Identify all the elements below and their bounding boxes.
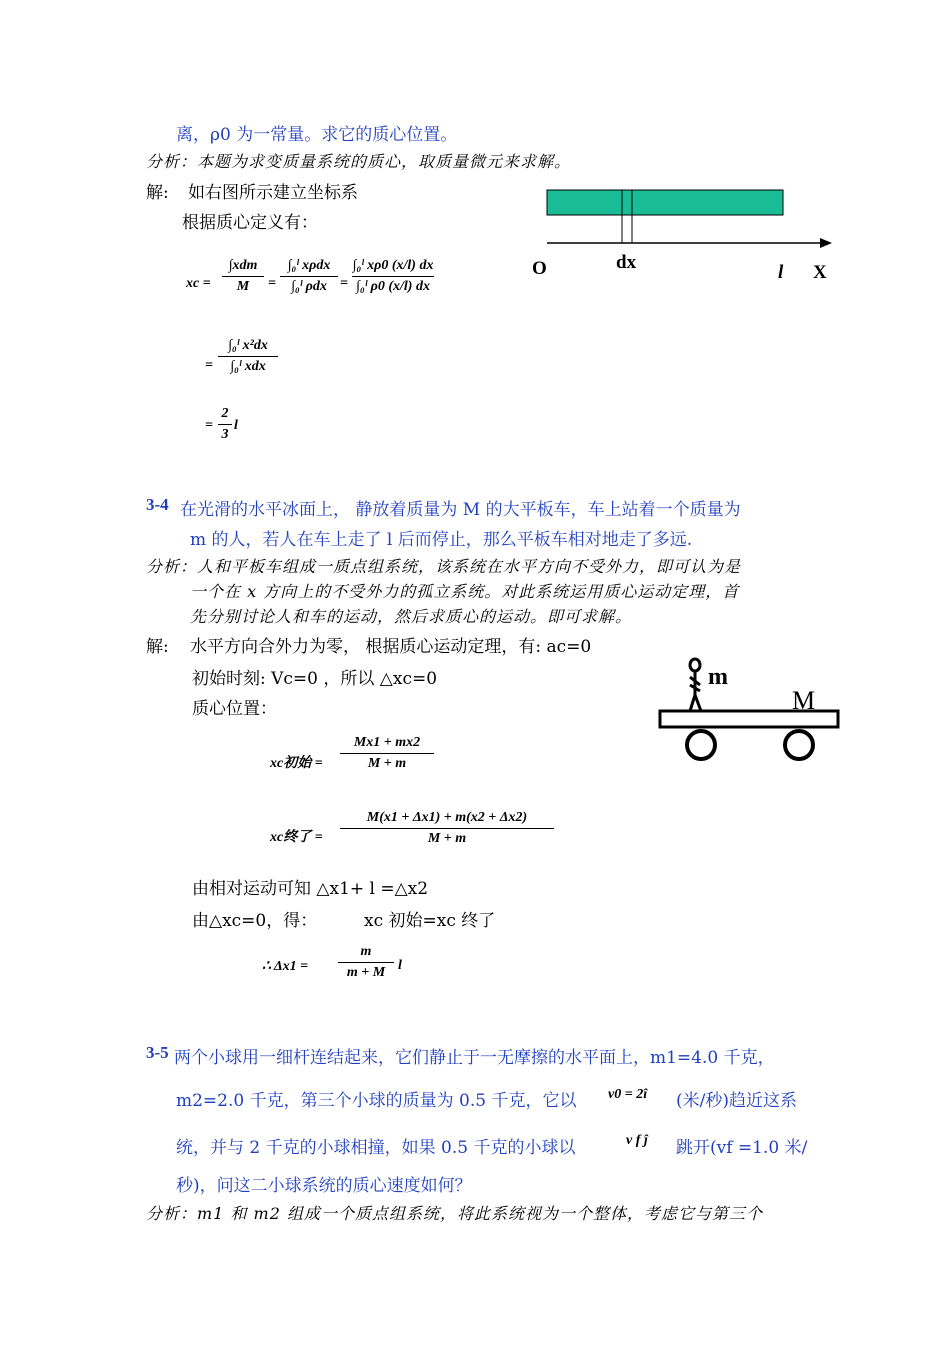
dx-label: dx <box>616 252 637 273</box>
xc-end-den: M + m <box>427 831 467 846</box>
cart-wheel-left <box>687 731 715 759</box>
xc-end-label: xc终了 = <box>270 830 323 845</box>
eq-sign-3: = <box>205 358 213 373</box>
result-num: m <box>360 944 372 959</box>
eq-num-1: ∫xdm <box>228 258 258 273</box>
eq-frac-4 <box>218 338 278 375</box>
rod-diagram <box>530 185 850 295</box>
definition-text: 根据质心定义有： <box>182 213 318 233</box>
eq-xc-label: xc = <box>186 276 211 291</box>
solution-3-4-label: 解: <box>146 637 169 657</box>
problem-3-5-vf: v f ĵ <box>626 1133 648 1148</box>
eq-sign-2: = <box>340 276 348 291</box>
eq-sign-1: = <box>268 276 276 291</box>
problem-3-5-text-3b: 跳开(vf =1.0 米/ <box>676 1138 808 1158</box>
cart-wheel-right <box>785 731 813 759</box>
eq-frac-2 <box>280 258 338 295</box>
rod-bar <box>547 190 783 215</box>
solution-3-4-line-3: 质心位置： <box>192 699 277 719</box>
result-frac <box>338 944 394 981</box>
person-body <box>690 671 701 711</box>
x-axis-label: X <box>813 262 827 283</box>
length-label: l <box>778 262 784 283</box>
result-l: l <box>398 958 402 973</box>
problem-3-5-v0: v0 = 2î <box>608 1087 648 1102</box>
analysis-3-4-line-1: 分析：人和平板车组成一质点组系统，该系统在水平方向不受外力，即可认为是 <box>146 557 742 576</box>
relative-motion-text: 由相对运动可知 △x1+ l =△x2 <box>192 879 429 899</box>
person-mass-label: m <box>708 664 728 690</box>
continuation-line: 离，ρ0 为一常量。求它的质心位置。 <box>176 125 458 145</box>
eq-den-5: 3 <box>221 427 229 442</box>
eq-frac-1 <box>222 258 264 295</box>
eq-num-2: ∫₀ˡ xρdx <box>287 258 331 273</box>
xc-end-num: M(x1 + Δx1) + m(x2 + Δx2) <box>366 810 528 825</box>
problem-3-5-text-3a: 统，并与 2 千克的小球相撞，如果 0.5 千克的小球以 <box>176 1138 576 1158</box>
xc-end-frac <box>340 810 554 847</box>
solution-label: 解: <box>146 183 169 203</box>
problem-3-4-number: 3-4 <box>146 495 169 514</box>
problem-3-5-text-4: 秒)，问这二小球系统的质心速度如何？ <box>176 1176 472 1196</box>
result-den: m + M <box>346 965 386 980</box>
solution-3-4-line-2: 初始时刻: Vc=0 ，所以 △xc=0 <box>192 669 438 689</box>
analysis-3-4-line-3: 先分别讨论人和车的运动，然后求质心的运动。即可求解。 <box>190 607 633 626</box>
eq-l: l <box>234 418 238 433</box>
eq-sign-4: = <box>205 418 213 433</box>
eq-num-3: ∫₀ˡ xρ0 (x/l) dx <box>352 258 434 273</box>
problem-3-4-text-1: 在光滑的水平冰面上， 静放着质量为 M 的大平板车，车上站着一个质量为 <box>180 500 741 520</box>
problem-3-5-text-2b: (米/秒)趋近这系 <box>676 1091 797 1111</box>
eq-frac-3 <box>352 258 434 295</box>
analysis-3-4-line-2: 一个在 x 方向上的不受外力的孤立系统。对此系统运用质心运动定理，首 <box>190 582 740 601</box>
cart-mass-label: M <box>792 686 816 715</box>
origin-label: O <box>532 258 547 279</box>
eq-frac-5 <box>218 406 232 443</box>
xc-initial-num: Mx1 + mx2 <box>353 735 421 750</box>
eq-den-1: M <box>236 279 250 294</box>
analysis-text: 分析：本题为求变质量系统的质心，取质量微元来求解。 <box>146 152 572 171</box>
result-label: ∴ Δx1 = <box>262 959 309 974</box>
eq-den-4: ∫₀ˡ xdx <box>230 359 266 374</box>
xc-initial-frac <box>340 735 434 772</box>
analysis-3-5: 分析：m1 和 m2 组成一个质点组系统，将此系统视为一个整体，考虑它与第三个 <box>146 1204 763 1223</box>
person-head <box>690 659 700 671</box>
eq-den-2: ∫₀ˡ ρdx <box>291 279 327 294</box>
solution-3-4-line-1: 水平方向合外力为零， 根据质心运动定理，有: ac=0 <box>190 637 592 657</box>
xc-initial-den: M + m <box>367 756 407 771</box>
solution-text: 如右图所示建立坐标系 <box>188 183 358 203</box>
problem-3-4-text-2: m 的人，若人在车上走了 l 后而停止，那么平板车相对地走了多远. <box>190 530 693 550</box>
from-equation: xc 初始=xc 终了 <box>364 911 496 931</box>
eq-num-4: ∫₀ˡ x²dx <box>228 338 268 353</box>
eq-den-3: ∫₀ˡ ρ0 (x/l) dx <box>356 279 430 294</box>
eq-num-5: 2 <box>221 406 229 421</box>
from-text: 由△xc=0，得： <box>192 911 318 931</box>
problem-3-5-number: 3-5 <box>146 1043 169 1062</box>
cart-diagram <box>655 655 845 765</box>
problem-3-5-text-2a: m2=2.0 千克，第三个小球的质量为 0.5 千克，它以 <box>176 1091 577 1111</box>
xc-initial-label: xc初始 = <box>270 756 323 771</box>
x-axis-arrow <box>820 238 832 248</box>
problem-3-5-text-1: 两个小球用一细杆连结起来，它们静止于一无摩擦的水平面上，m1=4.0 千克， <box>174 1048 775 1068</box>
